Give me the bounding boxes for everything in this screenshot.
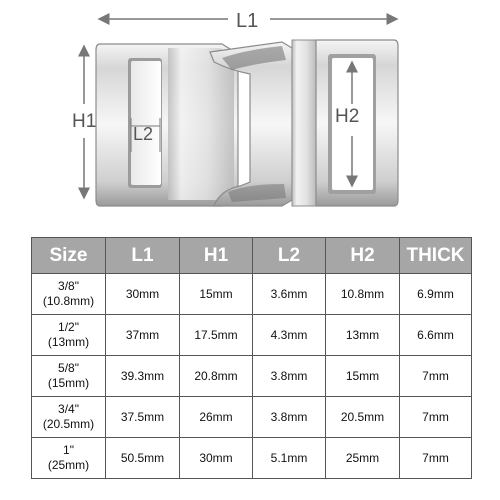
size-cell [32,315,106,356]
dimension-label-l2: L2 [133,124,154,144]
size-cell [32,356,106,397]
size-inch: 1" [63,443,74,457]
h1-cell: 30mm [180,438,253,479]
l2-cell: 3.8mm [253,397,326,438]
h2-cell: 20.5mm [326,397,400,438]
l1-cell: 37.5mm [106,397,180,438]
size-inch: 3/8" [58,279,79,293]
header-h1: H1 [180,238,253,274]
size-inch: 1/2" [58,320,79,334]
l2-cell: 3.6mm [253,274,326,315]
h2-cell: 25mm [326,438,400,479]
l1-cell: 37mm [106,315,180,356]
dimension-label-l1: L1 [236,10,259,32]
thick-cell: 6.6mm [400,315,472,356]
h2-cell: 15mm [326,356,400,397]
buckle-female-part [96,44,238,206]
l1-cell: 30mm [106,274,180,315]
size-cell [32,397,106,438]
dimension-label-h2: H2 [335,106,360,127]
size-mm: (25mm) [47,458,90,472]
size-inch: 5/8" [58,361,79,375]
size-mm: (15mm) [47,376,90,390]
header-thick: THICK [400,238,472,274]
thick-cell: 6.9mm [400,274,472,315]
h1-cell: 17.5mm [180,315,253,356]
h1-cell: 26mm [180,397,253,438]
table-header-row [32,238,472,274]
l2-cell: 4.3mm [253,315,326,356]
h1-cell: 20.8mm [180,356,253,397]
size-mm: (13mm) [47,335,90,349]
table-row [32,274,472,315]
header-h2: H2 [326,238,400,274]
thick-cell: 7mm [400,438,472,479]
h2-cell: 13mm [326,315,400,356]
dimension-label-h1: H1 [72,111,97,132]
l1-cell: 39.3mm [106,356,180,397]
l2-cell: 5.1mm [253,438,326,479]
h1-cell: 15mm [180,274,253,315]
size-inch: 3/4" [58,402,79,416]
table-row [32,356,472,397]
table-row [32,397,472,438]
l1-cell: 50.5mm [106,438,180,479]
size-cell [32,438,106,479]
table-row [32,438,472,479]
header-l1: L1 [106,238,180,274]
thick-cell: 7mm [400,356,472,397]
thick-cell: 7mm [400,397,472,438]
size-mm: (10.8mm) [42,294,95,308]
table-row [32,315,472,356]
buckle-diagram [0,0,500,222]
size-chart-table [31,237,472,479]
header-size: Size [32,238,106,274]
h2-cell: 10.8mm [326,274,400,315]
header-l2: L2 [253,238,326,274]
size-cell [32,274,106,315]
l2-cell: 3.8mm [253,356,326,397]
size-mm: (20.5mm) [42,417,95,431]
